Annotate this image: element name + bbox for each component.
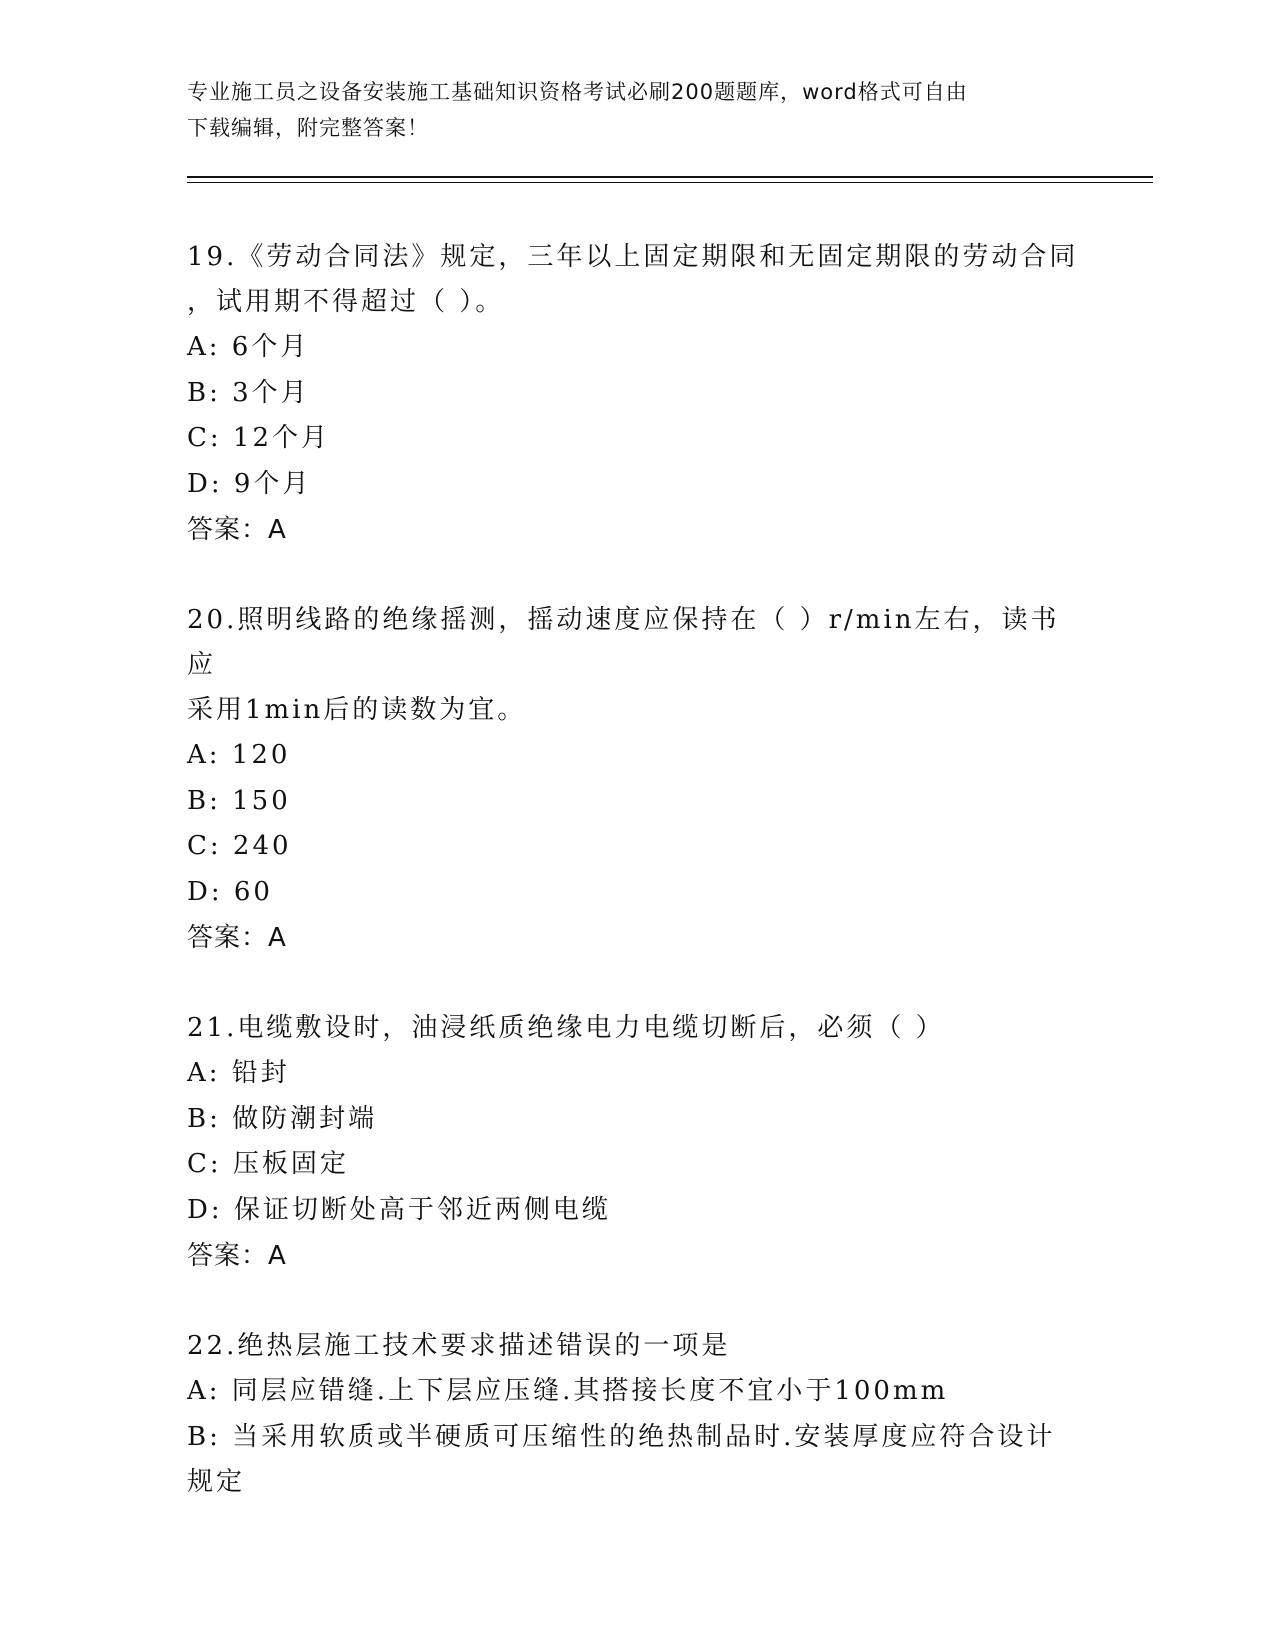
question-text-line: 20.照明线路的绝缘摇测，摇动速度应保持在（ ）r/min左右，读书应 (187, 605, 1060, 680)
option-b: B: 当采用软质或半硬质可压缩性的绝热制品时.安装厚度应符合设计 (187, 1421, 1056, 1452)
question-text (187, 598, 1087, 733)
option-b-continued: 规定 (187, 1467, 246, 1497)
question-text-line: 19.《劳动合同法》规定，三年以上固定期限和无固定期限的劳动合同 (187, 242, 1079, 272)
option-a: A: 同层应错缝.上下层应压缝.其搭接长度不宜小于100mm (187, 1376, 949, 1406)
question-text-line: ，试用期不得超过（ ）。 (187, 287, 505, 317)
question-text (187, 235, 1087, 325)
option-c: C: 12个月 (187, 423, 331, 453)
option-a: A: 6个月 (187, 332, 310, 362)
question-text-line: 22.绝热层施工技术要求描述错误的一项是 (187, 1331, 731, 1361)
question-22 (187, 1324, 1087, 1506)
option-d: D: 60 (187, 876, 273, 907)
header-divider-thick (187, 176, 1153, 178)
option-b: B: 150 (187, 785, 291, 816)
option-c: C: 压板固定 (187, 1149, 349, 1179)
question-text (187, 1006, 1087, 1051)
option-a: A: 120 (187, 740, 291, 770)
option-d: D: 保证切断处高于邻近两侧电缆 (187, 1194, 611, 1225)
option-c: C: 240 (187, 831, 292, 861)
header-line-1: 专业施工员之设备安装施工基础知识资格考试必刷200题题库，word格式可自由 (187, 80, 968, 104)
option-a: A: 铅封 (187, 1058, 290, 1088)
option-d: D: 9个月 (187, 468, 312, 499)
question-list (187, 235, 1087, 1551)
question-19 (187, 235, 1087, 553)
question-21 (187, 1006, 1087, 1279)
header-divider-thin (187, 182, 1153, 183)
answer: 答案：A (187, 515, 287, 545)
question-text-line: 21.电缆敷设时，油浸纸质绝缘电力电缆切断后，必须（ ） (187, 1013, 945, 1043)
answer: 答案：A (187, 1241, 287, 1271)
header-line-2: 下载编辑，附完整答案！ (187, 116, 429, 140)
question-text-line: 采用1min后的读数为宜。 (187, 695, 527, 725)
answer: 答案：A (187, 923, 287, 953)
question-text (187, 1324, 1087, 1369)
option-b: B: 做防潮封端 (187, 1103, 378, 1134)
question-20 (187, 598, 1087, 961)
document-header (187, 74, 1087, 146)
option-b: B: 3个月 (187, 377, 310, 408)
